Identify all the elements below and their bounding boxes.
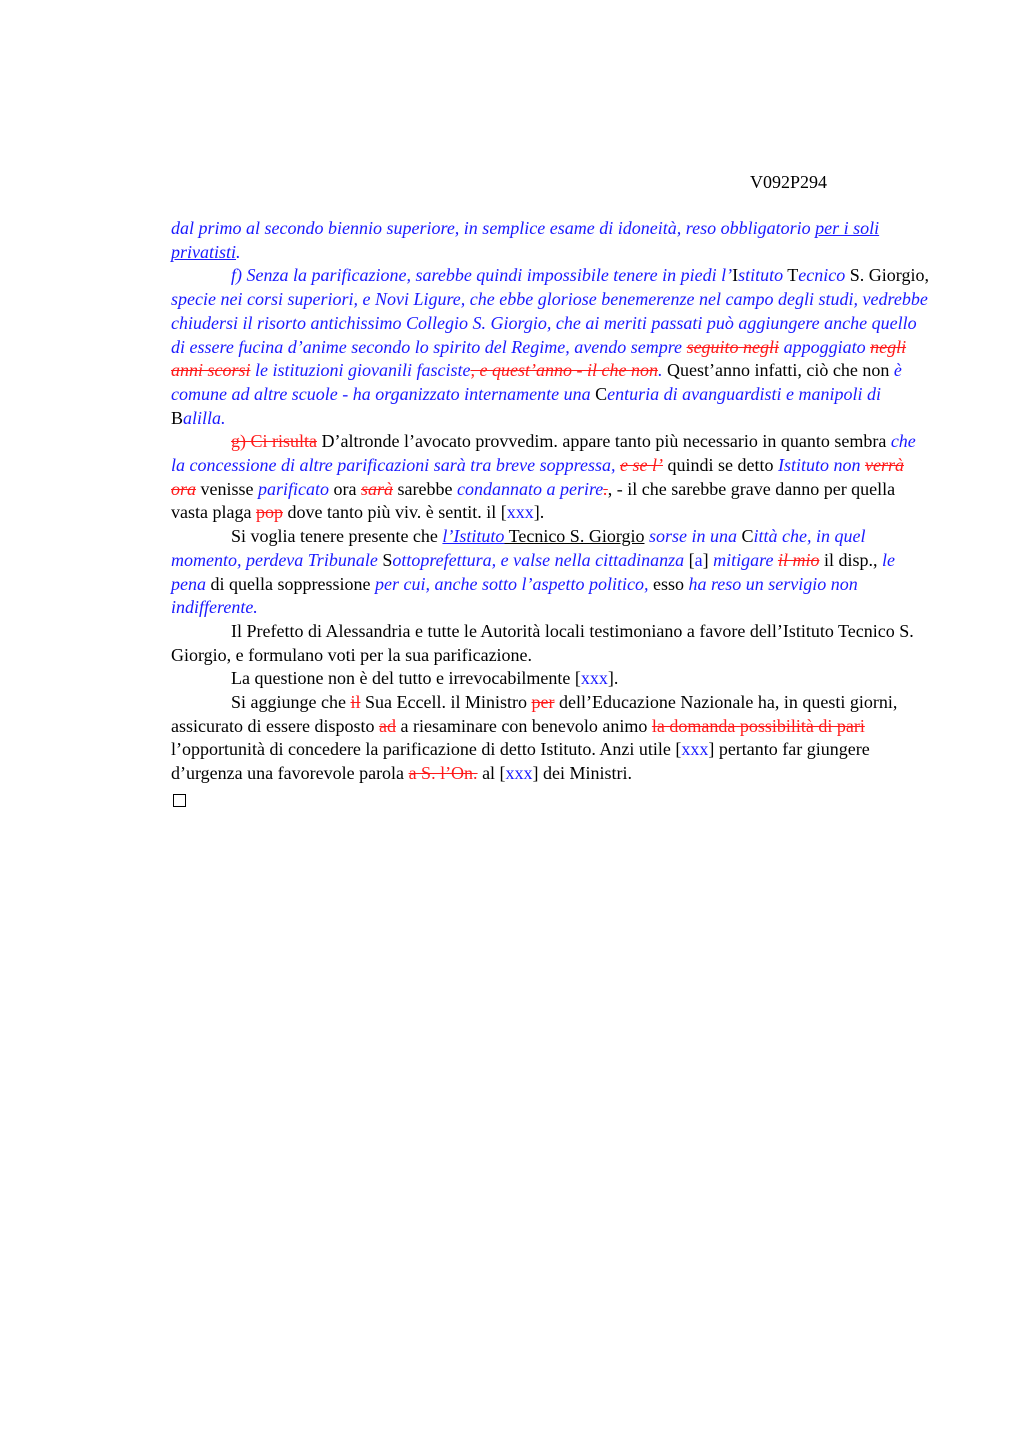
text-segment: ]	[702, 549, 714, 570]
text-segment: [	[688, 549, 695, 570]
deleted-text: seguito negli	[686, 336, 780, 357]
inserted-text: a	[694, 549, 703, 570]
text-segment: Si voglia tenere presente che	[231, 526, 443, 547]
inserted-text: sorse in una	[648, 526, 742, 547]
paragraph	[171, 217, 931, 264]
text-segment: ora	[329, 478, 361, 499]
deleted-text: negli anni scorsi	[171, 336, 907, 381]
inserted-text: .	[657, 360, 663, 381]
text-segment: quindi se detto	[662, 455, 778, 476]
paragraph	[171, 667, 931, 691]
inserted-text: specie nei corsi superiori, e Novi Ligure, che ebbe gloriose benemerenze nel campo degli studi, vedrebbe chiudersi il risorto antichissimo Collegio S. Giorgio, che ai meriti passati può aggiungere anche quello di essere fucina d’anime secondo lo spirito del Regime, avendo sempre	[171, 289, 928, 357]
deleted-text: g) Ci risulta	[231, 431, 317, 452]
inserted-text: dal primo al secondo biennio superiore, in semplice esame di idoneità, reso obbligatorio	[171, 218, 816, 238]
inserted-text: le istituzioni giovanili fasciste	[250, 360, 471, 381]
inserted-text: alilla.	[183, 407, 226, 428]
paragraph	[171, 430, 931, 525]
deleted-text: ad	[378, 715, 396, 736]
text-segment: S	[382, 549, 393, 570]
inserted-text: che la concessione di altre parificazioni sarà tra breve soppressa,	[171, 431, 916, 476]
text-segment: al [	[477, 763, 506, 784]
inserted-text: mitigare	[713, 549, 778, 570]
text-segment: dell’Educazione Nazionale ha, in questi giorni, assicurato di essere disposto	[171, 692, 898, 736]
paragraph	[171, 264, 931, 430]
deleted-text: per	[531, 692, 555, 713]
inserted-text: per cui, anche sotto l’aspetto politico,	[374, 573, 649, 594]
inserted-text: è comune ad altre scuole - ha organizzato internamente una	[171, 360, 902, 404]
inserted-text: appoggiato	[779, 336, 871, 357]
text-segment: ].	[533, 502, 545, 523]
deleted-text: il mio	[777, 549, 820, 570]
deleted-text: , e quest’anno - il che non	[470, 360, 658, 381]
inserted-text: ecnico	[798, 265, 846, 286]
deleted-text: verrà ora	[171, 455, 904, 499]
inserted-text: per i soli privatisti	[171, 218, 880, 262]
inserted-text: condannato a perire	[456, 478, 604, 499]
deleted-text: il	[350, 692, 361, 713]
inserted-text: xxx	[506, 502, 534, 523]
deleted-text: la domanda possibilità di pari	[651, 715, 865, 736]
paragraph	[171, 620, 931, 667]
text-segment: l’opportunità di concedere la parificazione di detto Istituto. Anzi utile [	[171, 739, 682, 760]
inserted-text: Istituto non	[777, 455, 865, 476]
text-segment: dove tanto più viv. è sentit. il [	[282, 502, 507, 523]
inserted-text: ottoprefettura, e valse nella cittadinanza	[392, 549, 689, 570]
text-segment: di quella soppressione	[206, 573, 375, 594]
inserted-text: stituto	[738, 265, 784, 286]
text-segment: a riesaminare con benevolo animo	[395, 715, 652, 736]
deleted-text: pop	[255, 502, 283, 523]
text-segment: venisse	[196, 478, 259, 499]
text-segment: ] dei Ministri.	[532, 763, 633, 784]
paragraph	[171, 525, 931, 620]
deleted-text: sarà	[361, 478, 394, 499]
text-segment: , - il che sarebbe grave danno per quella vasta plaga	[171, 478, 896, 523]
inserted-text: ittà che, in quel momento, perdeva Tribunale	[171, 526, 866, 570]
end-of-page	[171, 786, 931, 814]
text-segment: I	[732, 265, 739, 286]
text-segment: Sua Eccell. il Ministro	[360, 692, 532, 713]
inserted-text: xxx	[505, 763, 533, 784]
inserted-text: parificato	[258, 478, 330, 499]
inserted-text: ha reso un servigio non indifferente.	[171, 573, 858, 618]
text-segment: sarebbe	[393, 478, 457, 499]
paragraph	[171, 691, 931, 786]
inserted-text: .	[236, 241, 241, 262]
deleted-text: .	[603, 478, 608, 499]
text-segment: B	[171, 407, 184, 428]
text-segment: esso	[648, 573, 689, 594]
inserted-text: le pena	[171, 549, 895, 594]
text-segment: ].	[607, 668, 619, 689]
text-segment: C	[741, 526, 754, 547]
deleted-text: e se l’	[619, 455, 663, 476]
text-segment: S. Giorgio,	[845, 265, 929, 286]
inserted-text: enturia di avanguardisti e manipoli di	[607, 383, 881, 404]
inserted-text: f) Senza la parificazione, sarebbe quindi impossibile tenere in piedi l’	[231, 265, 733, 286]
document-body	[171, 217, 931, 814]
text-segment: C	[595, 383, 608, 404]
page-identifier: V092P294	[750, 172, 828, 192]
text-segment: Si aggiunge che	[231, 692, 351, 713]
end-mark-icon	[173, 794, 186, 807]
text-segment: T	[783, 265, 799, 286]
inserted-text: l’Istituto	[442, 526, 505, 547]
text-segment: ] pertanto far giungere d’urgenza una favorevole parola	[171, 739, 870, 784]
text-segment: D’altronde l’avocato provvedim. appare tanto più necessario in quanto sembra	[317, 431, 891, 452]
inserted-text: xxx	[580, 668, 608, 689]
text-segment: Tecnico S. Giorgio	[504, 526, 645, 547]
text-segment: La questione non è del tutto e irrevocabilmente [	[231, 668, 581, 689]
text-segment: il disp.,	[819, 549, 882, 570]
text-segment: Il Prefetto di Alessandria e tutte le Autorità locali testimoniano a favore dell’Istituto Tecnico S. Giorgio, e formulano voti per la sua parificazione.	[171, 620, 914, 665]
text-segment: Quest’anno infatti, ciò che non	[662, 360, 894, 381]
deleted-text: a S. l’On.	[408, 763, 478, 784]
inserted-text: xxx	[681, 739, 709, 760]
